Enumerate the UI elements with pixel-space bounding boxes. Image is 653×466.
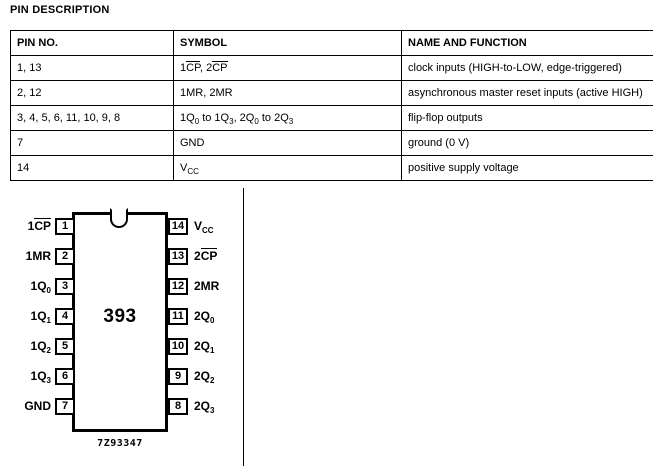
pin-label-subscript: 0 [210,316,215,325]
table-header-row [11,31,653,56]
pin-label-text: 2Q [194,339,211,353]
pin-label-text: 2Q [194,399,211,413]
pin-label-text: 2Q [194,369,211,383]
symbol-text: 1 [180,62,187,74]
pin-label-subscript: 0 [46,286,51,295]
symbol-subscript: 0 [194,116,200,126]
pin-label-text: 1Q [30,309,47,323]
pin-box-12: 12 [168,278,188,295]
pin-box-11: 11 [168,308,188,325]
symbol-subscript: 3 [229,116,234,126]
cell-symbol [174,56,402,81]
chip-part-code: 7Z93347 [97,438,143,449]
pin-label-10 [194,339,214,355]
cell-pin-no: 1, 13 [11,56,174,81]
pin-label-9 [194,369,214,385]
pin-box-4: 4 [55,308,75,325]
pin-label-5 [31,339,51,355]
pin-description-table [10,30,653,181]
pin-label-subscript: 1 [46,316,51,325]
symbol-subscript: 0 [254,116,259,126]
pin-box-14: 14 [168,218,188,235]
symbol-text: to 2Q [258,111,289,124]
cell-name-function: clock inputs (HIGH-to-LOW, edge-triggered) [402,56,653,81]
pin-box-5: 5 [55,338,75,355]
pin-box-3: 3 [55,278,75,295]
symbol-text: , 2Q [233,111,255,124]
pin-box-2: 2 [55,248,75,265]
pin-label-overline: CP [34,219,51,233]
cell-name-function: ground (0 V) [402,131,653,156]
symbol-text: V [180,161,188,174]
cell-symbol [174,106,402,131]
pin-box-7: 7 [55,398,75,415]
cell-name-function: asynchronous master reset inputs (active HIGH) [402,81,653,106]
pin-label-subscript: 2 [210,376,215,385]
pin-label-text: 1Q [30,339,47,353]
pin-label-2: 1MR [25,249,51,263]
table-row [11,156,653,181]
symbol-overline-cp1: CP [186,62,200,74]
pin-box-13: 13 [168,248,188,265]
pin-box-9: 9 [168,368,188,385]
pin-label-text: 1 [27,219,35,233]
pin-label-14 [194,219,214,235]
cell-pin-no: 7 [11,131,174,156]
pin-label-6 [31,369,51,385]
chip-notch-icon [110,208,128,228]
cell-pin-no: 3, 4, 5, 6, 11, 10, 9, 8 [11,106,174,131]
pin-label-subscript: 3 [46,376,51,385]
pin-label-subscript: 3 [210,406,215,415]
pin-label-7: GND [24,399,51,413]
symbol-subscript: 3 [288,116,294,126]
column-header-pin-no: PIN NO. [11,31,174,56]
cell-name-function: flip-flop outputs [402,106,653,131]
pin-label-text: 1Q [30,369,47,383]
symbol-subscript: CC [187,166,199,176]
table-row [11,81,653,106]
pin-label-1 [28,219,51,233]
cell-symbol: 1MR, 2MR [174,81,402,106]
pin-label-8 [194,399,214,415]
pin-label-12: 2MR [194,279,220,293]
pin-box-1: 1 [55,218,75,235]
pin-box-6: 6 [55,368,75,385]
column-header-name-function: NAME AND FUNCTION [402,31,653,56]
cell-symbol [174,156,402,181]
pin-label-subscript: CC [202,226,214,235]
cell-name-function: positive supply voltage [402,156,653,181]
pin-label-text: 1Q [30,279,47,293]
column-header-symbol: SYMBOL [174,31,402,56]
cell-pin-no: 2, 12 [11,81,174,106]
pin-label-13 [194,249,217,263]
pin-label-subscript: 2 [46,346,51,355]
pin-label-3 [31,279,51,295]
table-row [11,131,653,156]
cell-symbol: GND [174,131,402,156]
pin-label-subscript: 1 [210,346,215,355]
symbol-text: , 2 [200,62,213,74]
pin-label-11 [194,309,214,325]
package-pinout-diagram [0,188,300,466]
symbol-text: to 1Q [199,111,230,124]
pin-label-text: V [194,219,203,233]
cell-pin-no: 14 [11,156,174,181]
pin-label-4 [31,309,51,325]
symbol-text: 1Q [180,111,195,124]
pin-label-text: 2 [194,249,201,263]
page-title: PIN DESCRIPTION [10,4,110,16]
symbol-overline-cp2: CP [212,62,228,74]
table-row [11,56,653,81]
pin-label-text: 2Q [194,309,211,323]
pin-box-10: 10 [168,338,188,355]
chip-type-label: 393 [103,306,137,327]
pin-box-8: 8 [168,398,188,415]
table-row [11,106,653,131]
pin-label-overline: CP [200,249,218,263]
